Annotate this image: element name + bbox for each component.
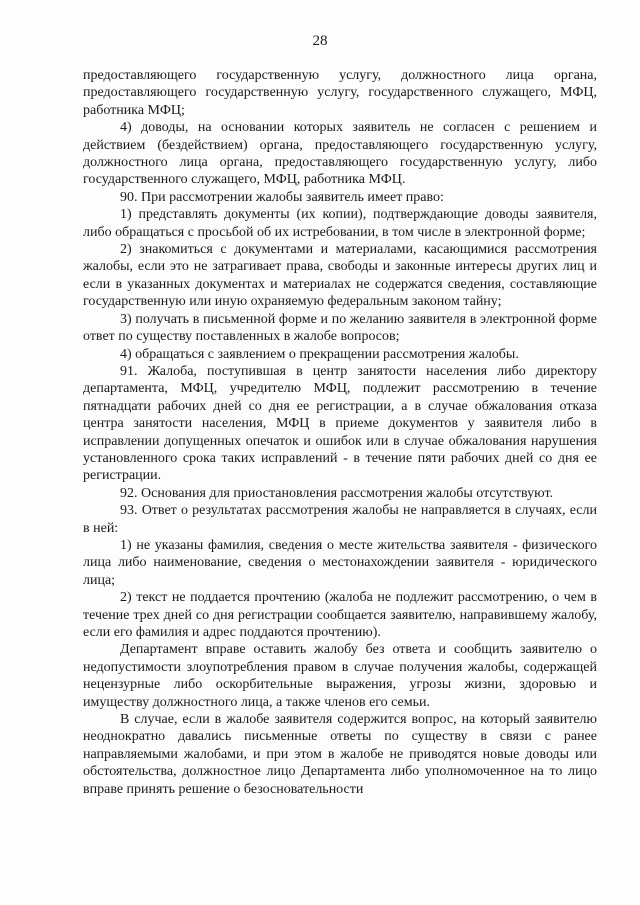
body-text xyxy=(83,67,597,798)
paragraph-right-1: 1) представлять документы (их копии), подтверждающие доводы заявителя, либо обращаться с просьбой об их истребовании, в том числе в электронной форме; xyxy=(83,207,597,240)
paragraph-right-3: 3) получать в письменной форме и по желанию заявителя в электронной форме ответ по существу поставленных в жалобе вопросов; xyxy=(83,311,597,345)
paragraph-92-suspension: 92. Основания для приостановления рассмотрения жалобы отсутствуют. xyxy=(120,485,554,501)
paragraph-right-4: 4) обращаться с заявлением о прекращении рассмотрения жалобы. xyxy=(120,346,519,362)
paragraph-90-rights: 90. При рассмотрении жалобы заявитель имеет право: xyxy=(120,189,444,205)
paragraph-case-1: 1) не указаны фамилия, сведения о месте жительства заявителя - физического лица либо наименование, сведения о местонахождении заявителя - юридического лица; xyxy=(83,537,597,588)
paragraph-case-2: 2) текст не поддается прочтению (жалоба не подлежит рассмотрению, о чем в течение трех дней со дня регистрации сообщается заявителю, направившему жалобу, если его фамилия и адрес поддаются прочтению). xyxy=(83,590,597,640)
paragraph-department-right: Департамент вправе оставить жалобу без ответа и сообщить заявителю о недопустимости злоупотребления правом в случае получения жалобы, содержащей нецензурные либо оскорбительные выражения, угрозы жизни, здоровью и имуществу должностного лица, а также членов его семьи. xyxy=(83,642,597,710)
paragraph-continuation: предоставляющего государственную услугу, должностного лица органа, предоставляющего государственную услугу, государственного служащего, МФЦ, работника МФЦ; xyxy=(83,68,597,118)
paragraph-item-4-arguments: 4) доводы, на основании которых заявитель не согласен с решением и действием (бездействием) органа, предоставляющего государственную услугу, должностного лица органа, предоставляющего государственную услугу, либо государственного служащего, МФЦ, работника МФЦ. xyxy=(83,120,597,188)
paragraph-right-2: 2) знакомиться с документами и материалами, касающимися рассмотрения жалобы, если это не затрагивает права, свободы и законные интересы других лиц и если в указанных документах и материалах не содержатся сведения, составляющие государственную или иную охраняемую федеральным законом тайну; xyxy=(83,242,597,310)
page-number: 28 xyxy=(312,33,328,49)
paragraph-91-review-terms: 91. Жалоба, поступившая в центр занятости населения либо директору департамента, МФЦ, учредителю МФЦ, подлежит рассмотрению в течение пятнадцати рабочих дней со дня ее регистрации, а в случае обжалования отказа центра занятости населения, МФЦ в приеме документов у заявителя либо в исправлении допущенных опечаток и ошибок или в случае обжалования нарушения установленного срока таких исправлений - в течение пяти рабочих дней со дня ее регистрации. xyxy=(83,363,597,484)
paragraph-93-no-response: 93. Ответ о результатах рассмотрения жалобы не направляется в случаях, если в ней: xyxy=(83,503,597,536)
paragraph-repeated-question: В случае, если в жалобе заявителя содержится вопрос, на который заявителю неоднократно давались письменные ответы по существу в связи с ранее направляемыми жалобами, и при этом в жалобе не приводятся новые доводы или обстоятельства, должностное лицо Департамента либо уполномоченное на то лицо вправе принять решение о безосновательности xyxy=(83,712,597,797)
